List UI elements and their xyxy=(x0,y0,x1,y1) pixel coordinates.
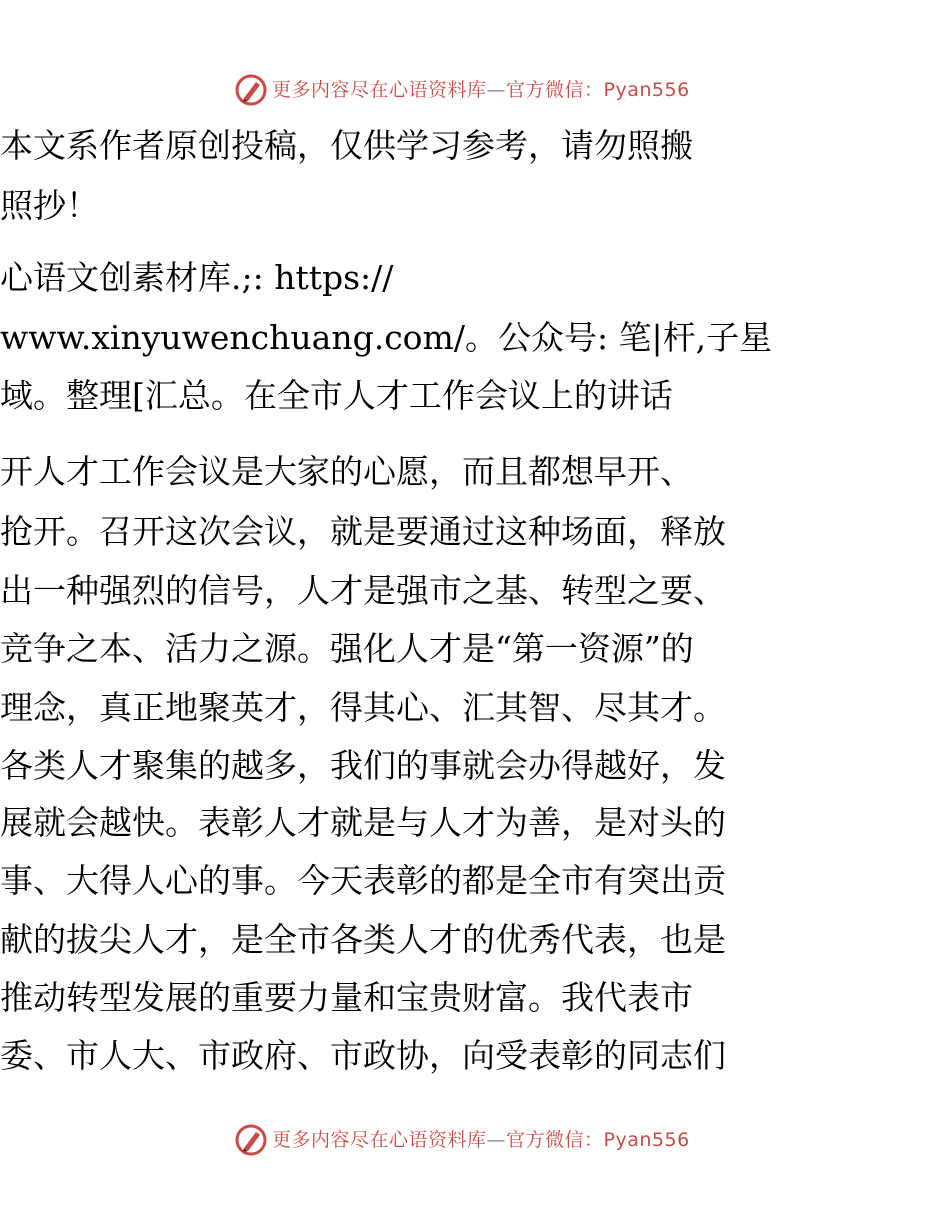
banner-wechat-id: Pyan556 xyxy=(603,79,690,101)
body-line: 照抄！ xyxy=(0,186,99,225)
pen-logo-icon xyxy=(234,73,268,107)
banner-wechat-label: 官方微信： xyxy=(506,1129,604,1151)
banner-wechat-id: Pyan556 xyxy=(603,1129,690,1151)
footer-banner xyxy=(0,1120,950,1160)
pen-logo-icon xyxy=(234,1123,268,1157)
header-banner xyxy=(0,70,950,110)
banner-prefix: 更多内容尽在心语资料库 xyxy=(272,79,487,101)
body-line: 出一种强烈的信号，人才是强市之基、转型之要、 xyxy=(0,571,726,610)
banner-promo-text xyxy=(272,1128,690,1152)
body-line: 开人才工作会议是大家的心愿，而且都想早开、 xyxy=(0,452,693,491)
body-line: 献的拔尖人才，是全市各类人才的优秀代表，也是 xyxy=(0,920,726,959)
banner-wechat-label: 官方微信： xyxy=(506,79,604,101)
body-line: 竞争之本、活力之源。强化人才是“第一资源”的 xyxy=(0,629,694,668)
body-line: 抢开。召开这次会议，就是要通过这种场面，释放 xyxy=(0,512,726,551)
body-line: 理念，真正地聚英才，得其心、汇其智、尽其才。 xyxy=(0,688,726,727)
banner-separator: — xyxy=(486,79,507,101)
body-line: 各类人才聚集的越多，我们的事就会办得越好，发 xyxy=(0,746,726,785)
body-line: www.xinyuwenchuang.com/。公众号: 笔|杆,子星 xyxy=(0,318,773,357)
body-line: 事、大得人心的事。今天表彰的都是全市有突出贡 xyxy=(0,861,726,900)
banner-promo-text xyxy=(272,78,690,102)
body-line: 域。整理[汇总。在全市人才工作会议上的讲话 xyxy=(0,376,673,415)
body-line: 展就会越快。表彰人才就是与人才为善，是对头的 xyxy=(0,803,726,842)
banner-separator: — xyxy=(486,1129,507,1151)
body-line: 本文系作者原创投稿，仅供学习参考，请勿照搬 xyxy=(0,126,693,165)
body-line: 委、市人大、市政府、市政协，向受表彰的同志们 xyxy=(0,1036,726,1075)
body-line: 心语文创素材库.;: https:// xyxy=(0,258,394,297)
banner-prefix: 更多内容尽在心语资料库 xyxy=(272,1129,487,1151)
body-line: 推动转型发展的重要力量和宝贵财富。我代表市 xyxy=(0,978,693,1017)
